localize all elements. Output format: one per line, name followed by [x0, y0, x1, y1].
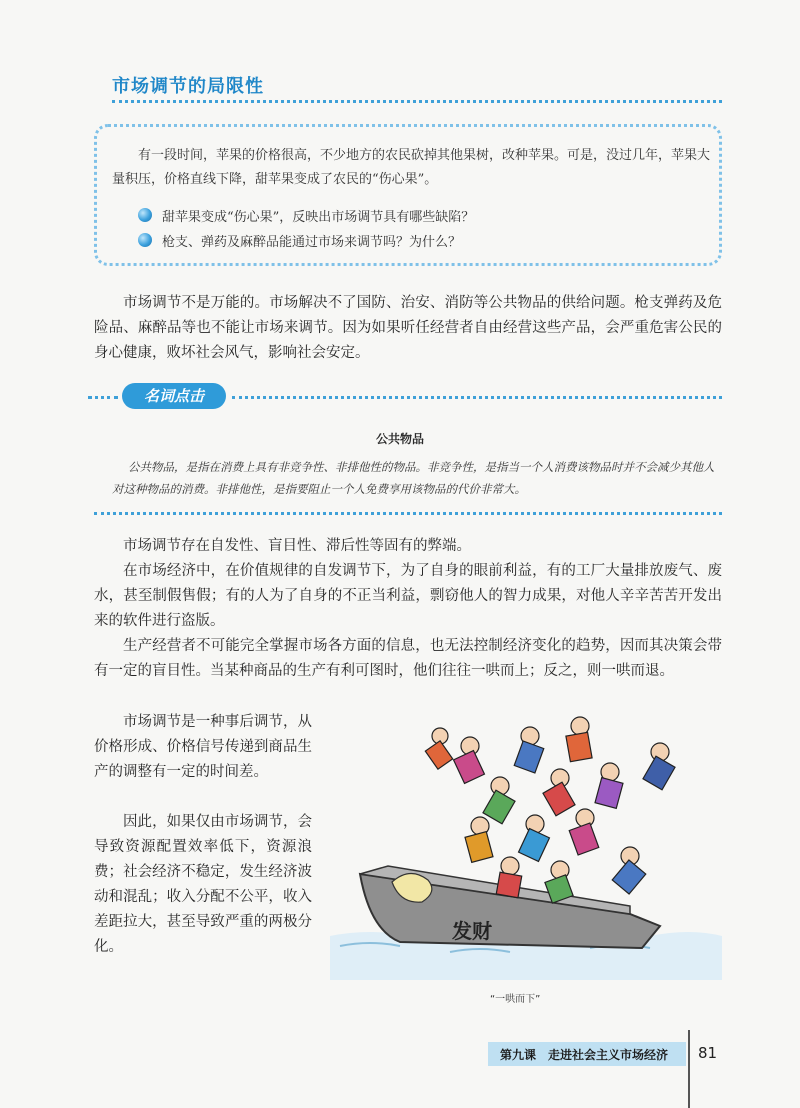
- illustration-caption: “一哄而下”: [490, 994, 541, 1005]
- glossary-divider-left: [88, 396, 118, 399]
- cartoon-illustration: [330, 706, 722, 980]
- paragraph-3: 生产经营者不可能完全掌握市场各方面的信息，也无法控制经济变化的趋势，因而其决策会带有一定的盲目性。当某种商品的生产有利可图时，他们往往一哄而上；反之，则一哄而退。: [94, 638, 722, 679]
- case-question-1: 甜苹果变成“伤心果”，反映出市场调节具有哪些缺陷？: [162, 210, 475, 225]
- paragraph-2: 在市场经济中，在价值规律的自发调节下，为了自身的眼前利益，有的工厂大量排放废气、废水，甚至制假售假；有的人为了自身的不正当利益，剽窃他人的智力成果，对他人辛辛苦苦开发出来的软件进行盗版。: [94, 563, 722, 629]
- glossary-term: 公共物品: [375, 432, 424, 446]
- intro-paragraph: 市场调节不是万能的。市场解决不了国防、治安、消防等公共物品的供给问题。枪支弹药及危险品、麻醉品等也不能让市场来调节。因为如果听任经营者自由经营这些产品，会严重危害公民的身心健康，败坏社会风气，影响社会安定。: [94, 295, 722, 361]
- question-bullet-icon: [138, 208, 152, 222]
- paragraph-4: 市场调节是一种事后调节，从价格形成、价格信号传递到商品生产的调整有一定的时间差。: [94, 714, 312, 780]
- boat-label: 发财: [452, 919, 492, 943]
- footer-rule: [688, 1030, 690, 1108]
- section-title: 市场调节的局限性: [112, 76, 264, 97]
- question-bullet-icon: [138, 233, 152, 247]
- section-divider: [112, 100, 722, 103]
- paragraph-1: 市场调节存在自发性、盲目性、滞后性等固有的弊端。: [123, 538, 471, 554]
- falling-crowd: [425, 717, 675, 903]
- case-question-2: 枪支、弹药及麻醉品能通过市场来调节吗？为什么？: [162, 235, 462, 250]
- glossary-divider-bottom: [94, 512, 722, 515]
- footer-chapter: 第九课 走进社会主义市场经济: [500, 1048, 669, 1062]
- page-number: 81: [698, 1044, 718, 1062]
- glossary-tag: 名词点击: [122, 383, 226, 409]
- glossary-definition: 公共物品，是指在消费上具有非竞争性、非排他性的物品。非竞争性，是指当一个人消费该物品时并不会减少其他人对这种物品的消费。非排他性，是指要阻止一个人免费享用该物品的代价非常大。: [112, 460, 715, 496]
- paragraph-5: 因此，如果仅由市场调节，会导致资源配置效率低下，资源浪费；社会经济不稳定，发生经济波动和混乱；收入分配不公平，收入差距拉大，甚至导致严重的两极分化。: [94, 814, 312, 955]
- case-text: 有一段时间，苹果的价格很高，不少地方的农民砍掉其他果树，改种苹果。可是，没过几年，苹果大量积压，价格直线下降，甜苹果变成了农民的“伤心果”。: [112, 148, 711, 187]
- glossary-divider-right: [232, 396, 722, 399]
